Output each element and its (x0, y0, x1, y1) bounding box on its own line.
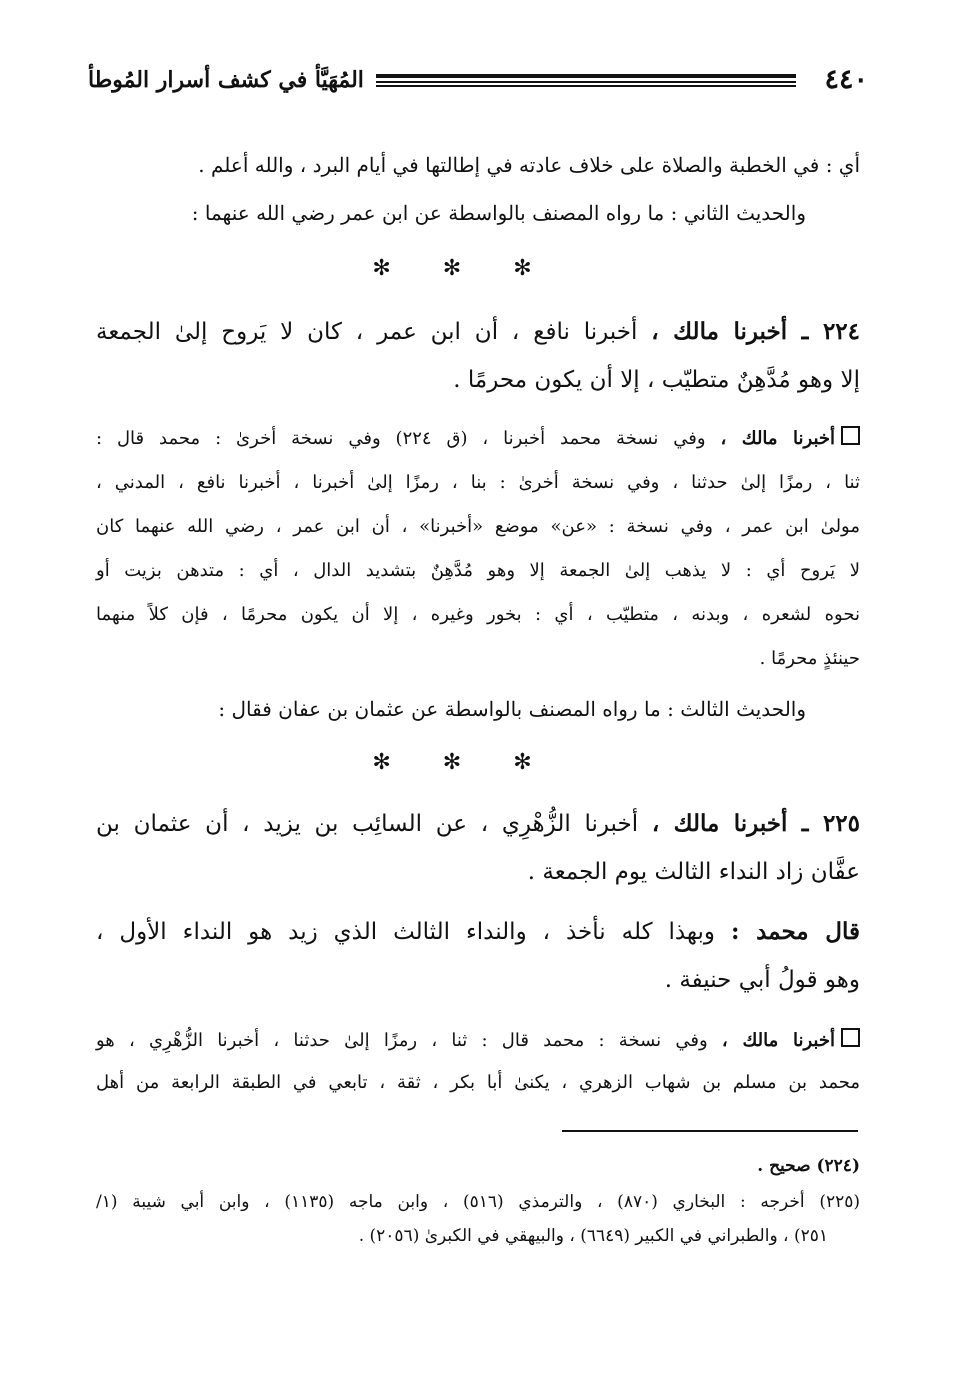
footnote-224: (٢٢٤) صحيح . (757, 1156, 860, 1176)
commentary-224-line-3: مولىٰ ابن عمر ، وفي نسخة : «عن» موضع «أخبرنا» ، أن ابن عمر ، رضي الله عنهما كان (96, 516, 860, 537)
running-title: المُهَيَّأ في كشف أسرار المُوطأ (88, 67, 364, 93)
muhammad-said-line-1 (96, 912, 860, 952)
footnote-divider (562, 1130, 858, 1132)
hadith-224-line-1 (96, 312, 860, 352)
commentary-text: وفي نسخة : محمد قال : ثنا ، رمزًا إلىٰ حدثنا ، أخبرنا الزُّهْرِي ، هو (96, 1030, 722, 1051)
commentary-224-line-1 (96, 424, 860, 454)
footnote-225-line-2: ٢٥١) ، والطبراني في الكبير (٦٦٤٩) ، والبيهقي في الكبرىٰ (٢٠٥٦) . (358, 1226, 828, 1246)
intro-line-1: أي : في الخطبة والصلاة على خلاف عادته في إطالتها في أيام البرد ، والله أعلم . (198, 153, 860, 177)
commentary-text: وفي نسخة محمد أخبرنا ، (ق ٢٢٤) وفي نسخة أخرىٰ : محمد قال : (96, 428, 721, 449)
intro-line-2: والحديث الثاني : ما رواه المصنف بالواسطة عن ابن عمر رضي الله عنهما : (191, 201, 806, 225)
muhammad-said-lead: قال محمد : (730, 918, 860, 945)
commentary-lead: أخبرنا مالك ، (720, 428, 835, 449)
muhammad-said-line-2: وهو قولُ أبي حنيفة . (664, 967, 860, 993)
section-separator: ✻✻✻ (372, 256, 584, 281)
footnote-225-line-1: (٢٢٥) أخرجه : البخاري (٨٧٠) ، والترمذي (٥١٦) ، وابن ماجه (١١٣٥) ، وابن أبي شيبة (١/ (96, 1192, 860, 1212)
hadith-224-line-2: إلا وهو مُدَّهِنٌ متطيّب ، إلا أن يكون محرمًا . (453, 367, 860, 393)
commentary-lead: أخبرنا مالك ، (721, 1030, 835, 1051)
muhammad-said-text: وبهذا كله نأخذ ، والنداء الثالث الذي زيد هو النداء الأول ، (96, 919, 731, 945)
commentary-224-line-6: حينئذٍ محرمًا . (759, 648, 860, 669)
hadith-number: ٢٢٥ ـ أخبرنا مالك ، (651, 810, 860, 837)
commentary-224-line-4: لا يَروح أي : لا يذهب إلىٰ الجمعة إلا وهو مُدَّهِنٌ بتشديد الدال ، أي : متدهن بزيت أو (96, 560, 860, 581)
third-hadith-intro: والحديث الثالث : ما رواه المصنف بالواسطة عن عثمان بن عفان فقال : (218, 697, 806, 721)
commentary-225-line-1 (96, 1026, 860, 1056)
commentary-224-line-2: ثنا ، رمزًا إلىٰ حدثنا ، وفي نسخة أخرىٰ : بنا ، رمزًا إلىٰ أخبرنا ، أخبرنا نافع ، المدني ، (96, 472, 860, 493)
commentary-224-line-5: نحوه لشعره ، وبدنه ، متطيّب ، أي : بخور وغيره ، إلا أن يكون محرمًا ، فإن كلاً منهما (96, 604, 860, 625)
page-number: ٤٤٠ (824, 64, 868, 95)
header-rule (376, 74, 796, 87)
hadith-225-line-1 (96, 804, 860, 844)
section-separator: ✻✻✻ (372, 750, 584, 775)
hadith-text: أخبرنا نافع ، أن ابن عمر ، كان لا يَروح إلىٰ الجمعة (96, 319, 652, 345)
commentary-225-line-2: محمد بن مسلم بن شهاب الزهري ، يكنىٰ أبا بكر ، ثقة ، تابعي في الطبقة الرابعة من أهل (96, 1072, 861, 1093)
hadith-number: ٢٢٤ ـ أخبرنا مالك ، (651, 318, 860, 345)
page-header (88, 62, 868, 98)
square-marker-icon (841, 426, 860, 445)
hadith-text: أخبرنا الزُّهْرِي ، عن السائِب بن يزيد ، أن عثمان بن (96, 811, 652, 837)
hadith-225-line-2: عفَّان زاد النداء الثالث يوم الجمعة . (527, 859, 860, 885)
square-marker-icon (841, 1028, 860, 1047)
